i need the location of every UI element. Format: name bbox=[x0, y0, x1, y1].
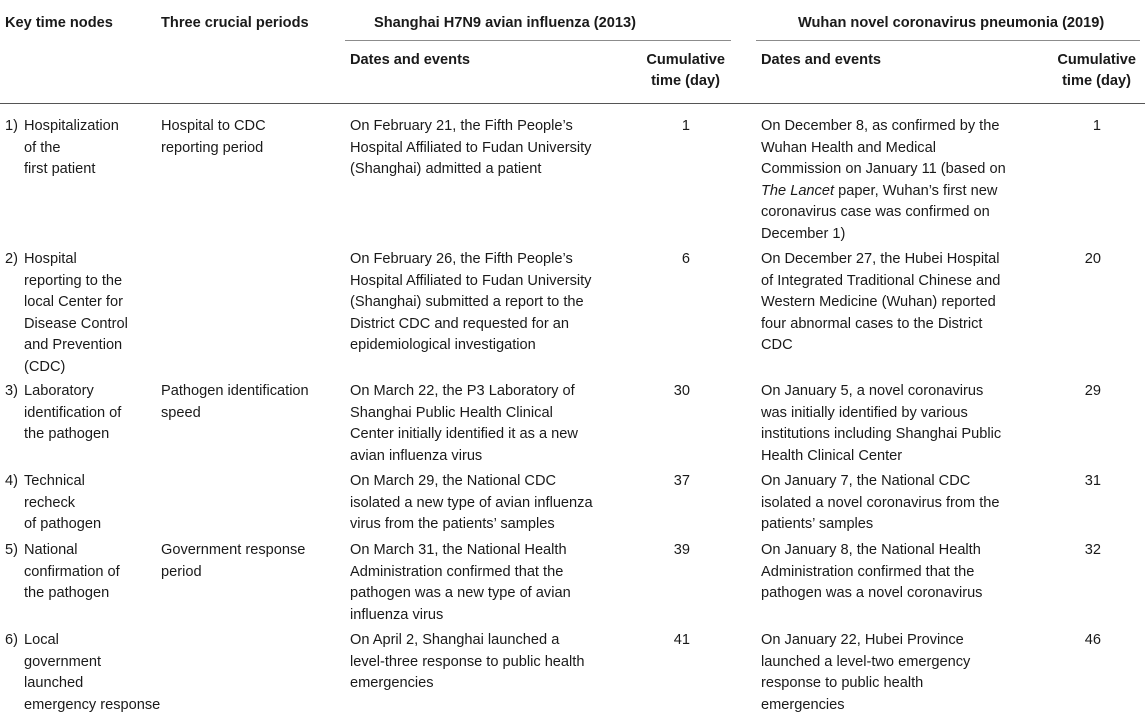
shanghai-event-line: Hospital Affiliated to Fudan University bbox=[350, 139, 592, 156]
key-node-line: Local bbox=[24, 632, 59, 648]
key-node-line: government bbox=[24, 653, 102, 670]
wuhan-cumulative-days: 20 bbox=[1084, 251, 1101, 267]
subheader-sh-time-day: time (day) bbox=[651, 73, 720, 89]
shanghai-event-line: On March 31, the National Health bbox=[350, 542, 567, 558]
wuhan-event-text: paper, Wuhan’s first new bbox=[834, 182, 998, 199]
shanghai-event-line: isolated a new type of avian influenza bbox=[350, 494, 593, 511]
row-number: 6) bbox=[5, 632, 18, 648]
key-node-line: confirmation of bbox=[24, 563, 120, 580]
key-node-line: Hospital bbox=[24, 251, 77, 267]
key-node-line: Technical bbox=[24, 473, 85, 489]
shanghai-event-line: Hospital Affiliated to Fudan University bbox=[350, 272, 592, 289]
wuhan-event-line: On December 27, the Hubei Hospital bbox=[761, 251, 1000, 267]
wuhan-event-line: coronavirus case was confirmed on bbox=[761, 204, 990, 220]
key-node-line: (CDC) bbox=[24, 358, 66, 375]
shanghai-cumulative-days: 37 bbox=[673, 473, 690, 489]
shanghai-cumulative-days: 41 bbox=[673, 632, 690, 648]
key-node-line: launched bbox=[24, 675, 84, 691]
rule-shanghai-span bbox=[345, 40, 731, 41]
key-node-line: Disease Control bbox=[24, 315, 128, 332]
wuhan-cumulative-days: 31 bbox=[1084, 473, 1101, 489]
wuhan-event-line: response to public health bbox=[761, 675, 924, 691]
row-number: 4) bbox=[5, 473, 18, 489]
shanghai-event-line: epidemiological investigation bbox=[350, 337, 536, 353]
wuhan-event-line: On January 8, the National Health bbox=[761, 542, 981, 558]
wuhan-cumulative-days: 1 bbox=[1092, 118, 1101, 134]
key-node-line: of pathogen bbox=[24, 516, 102, 532]
shanghai-event-line: (Shanghai) submitted a report to the bbox=[350, 294, 584, 310]
key-node-line: local Center for bbox=[24, 294, 123, 310]
wuhan-event-line: Health Clinical Center bbox=[761, 447, 903, 464]
shanghai-event-line: On February 21, the Fifth People’s bbox=[350, 118, 573, 134]
wuhan-event-line bbox=[761, 181, 997, 203]
wuhan-event-line: institutions including Shanghai Public bbox=[761, 426, 1002, 442]
shanghai-event-line: Administration confirmed that the bbox=[350, 563, 564, 580]
wuhan-event-line: Administration confirmed that the bbox=[761, 563, 975, 580]
shanghai-cumulative-days: 39 bbox=[673, 542, 690, 558]
shanghai-cumulative-days: 6 bbox=[681, 251, 690, 267]
wuhan-event-line: was initially identified by various bbox=[761, 404, 968, 421]
subheader-wh-time-day: time (day) bbox=[1062, 73, 1131, 89]
wuhan-event-line: pathogen was a novel coronavirus bbox=[761, 585, 983, 601]
header-wuhan: Wuhan novel coronavirus pneumonia (2019) bbox=[798, 15, 1105, 31]
rule-header-bottom bbox=[0, 103, 1145, 104]
shanghai-event-line: influenza virus bbox=[350, 606, 444, 623]
wuhan-event-line: On January 22, Hubei Province bbox=[761, 632, 964, 648]
period-line: reporting period bbox=[161, 139, 264, 156]
wuhan-event-line: On January 5, a novel coronavirus bbox=[761, 383, 984, 399]
key-node-line: reporting to the bbox=[24, 272, 123, 289]
period-line: Hospital to CDC bbox=[161, 118, 266, 134]
subheader-sh-dates-events: Dates and events bbox=[350, 52, 471, 68]
key-node-line: Hospitalization bbox=[24, 118, 119, 134]
row-number: 1) bbox=[5, 118, 18, 134]
row-number: 2) bbox=[5, 251, 18, 267]
shanghai-event-line: pathogen was a new type of avian bbox=[350, 585, 571, 601]
shanghai-event-line: Shanghai Public Health Clinical bbox=[350, 404, 553, 421]
key-node-line: the pathogen bbox=[24, 426, 110, 442]
wuhan-event-line: Commission on January 11 (based on bbox=[761, 161, 1006, 177]
shanghai-event-line: (Shanghai) admitted a patient bbox=[350, 161, 542, 177]
shanghai-event-line: On February 26, the Fifth People’s bbox=[350, 251, 573, 267]
rule-wuhan-span bbox=[756, 40, 1140, 41]
shanghai-event-line: On March 22, the P3 Laboratory of bbox=[350, 383, 575, 399]
header-three-crucial-periods: Three crucial periods bbox=[161, 15, 309, 31]
period-line: period bbox=[161, 563, 202, 580]
wuhan-event-line: emergencies bbox=[761, 696, 845, 713]
wuhan-event-line: isolated a novel coronavirus from the bbox=[761, 494, 1000, 511]
journal-title: The Lancet bbox=[761, 182, 835, 199]
key-node-line: recheck bbox=[24, 494, 76, 511]
shanghai-event-line: virus from the patients’ samples bbox=[350, 516, 555, 532]
shanghai-event-line: level-three response to public health bbox=[350, 653, 585, 670]
wuhan-cumulative-days: 46 bbox=[1084, 632, 1101, 648]
shanghai-event-line: Center initially identified it as a new bbox=[350, 426, 578, 442]
wuhan-event-line: On December 8, as confirmed by the bbox=[761, 118, 1000, 134]
shanghai-cumulative-days: 1 bbox=[681, 118, 690, 134]
period-line: Government response bbox=[161, 542, 306, 558]
header-shanghai: Shanghai H7N9 avian influenza (2013) bbox=[374, 15, 636, 31]
subheader-sh-cumulative: Cumulative bbox=[646, 52, 725, 68]
wuhan-event-line: On January 7, the National CDC bbox=[761, 473, 971, 489]
wuhan-event-line: Western Medicine (Wuhan) reported bbox=[761, 294, 996, 310]
wuhan-event-line: December 1) bbox=[761, 225, 846, 242]
key-node-line: and Prevention bbox=[24, 337, 123, 353]
wuhan-event-line: patients’ samples bbox=[761, 516, 874, 532]
row-number: 5) bbox=[5, 542, 18, 558]
shanghai-cumulative-days: 30 bbox=[673, 383, 690, 399]
wuhan-event-line: launched a level-two emergency bbox=[761, 653, 971, 670]
key-node-line: first patient bbox=[24, 161, 96, 177]
wuhan-event-line: four abnormal cases to the District bbox=[761, 315, 983, 332]
subheader-wh-dates-events: Dates and events bbox=[761, 52, 882, 68]
row-number: 3) bbox=[5, 383, 18, 399]
shanghai-event-line: On March 29, the National CDC bbox=[350, 473, 557, 489]
key-node-line: the pathogen bbox=[24, 585, 110, 601]
key-node-line: Laboratory bbox=[24, 383, 94, 399]
header-key-time-nodes: Key time nodes bbox=[5, 15, 113, 31]
wuhan-cumulative-days: 29 bbox=[1084, 383, 1101, 399]
subheader-wh-cumulative: Cumulative bbox=[1057, 52, 1136, 68]
shanghai-event-line: District CDC and requested for an bbox=[350, 315, 569, 332]
key-node-line: National bbox=[24, 542, 78, 558]
wuhan-event-line: of Integrated Traditional Chinese and bbox=[761, 272, 1001, 289]
shanghai-event-line: emergencies bbox=[350, 675, 434, 691]
wuhan-event-line: Wuhan Health and Medical bbox=[761, 139, 936, 156]
key-node-line: of the bbox=[24, 139, 61, 156]
shanghai-event-line: avian influenza virus bbox=[350, 447, 483, 464]
period-line: speed bbox=[161, 404, 201, 421]
shanghai-event-line: On April 2, Shanghai launched a bbox=[350, 632, 560, 648]
key-node-line: emergency response bbox=[24, 696, 161, 713]
wuhan-cumulative-days: 32 bbox=[1084, 542, 1101, 558]
key-node-line: identification of bbox=[24, 404, 122, 421]
wuhan-event-line: CDC bbox=[761, 337, 793, 353]
period-line: Pathogen identification bbox=[161, 383, 309, 399]
